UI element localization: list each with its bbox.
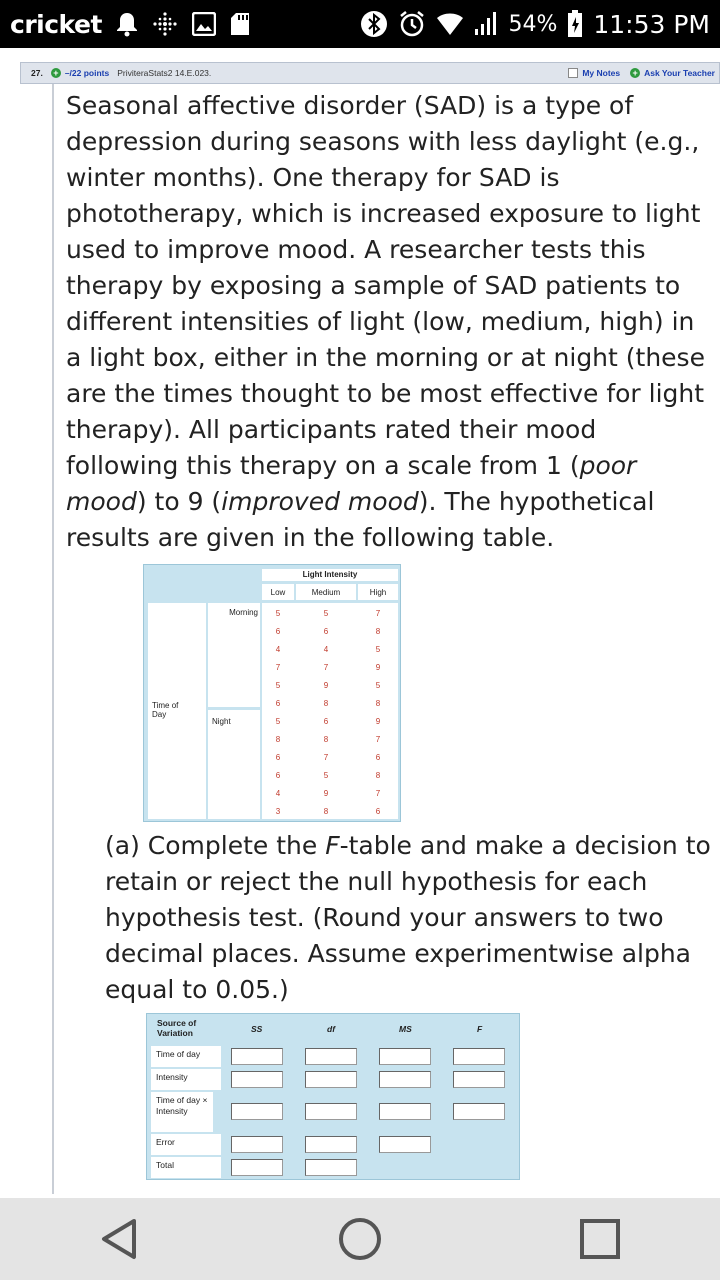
f-table [146,1013,520,1180]
score-cell: 6 [275,771,281,780]
score-cell: 6 [323,717,329,726]
score-cell: 9 [323,681,329,690]
score-cell: 8 [323,699,329,708]
notification-bell-icon [116,11,138,37]
df-time-of-day-input[interactable] [305,1048,357,1065]
question-number: 27. [31,68,43,78]
notes-icon [568,68,578,78]
score-cell: 5 [375,681,381,690]
status-bar [0,0,720,48]
score-cell: 6 [375,807,381,816]
wifi-icon [436,12,464,36]
score-cell: 5 [323,609,329,618]
score-cell: 8 [375,627,381,636]
ask-teacher-link[interactable]: + Ask Your Teacher [630,68,715,78]
score-cell: 7 [323,663,329,672]
score-cell: 4 [275,645,281,654]
sd-card-icon [230,12,250,36]
home-button[interactable] [320,1209,400,1269]
expand-icon[interactable]: + [51,68,61,78]
score-cell: 7 [323,753,329,762]
col-medium: Medium [311,588,341,597]
poor-mood-text: poor mood [66,451,637,516]
my-notes-link[interactable]: My Notes [568,68,620,78]
f-interaction-input[interactable] [453,1103,505,1120]
f-italic: F [325,831,340,860]
score-cell: 8 [323,807,329,816]
df-total-input[interactable] [305,1159,357,1176]
col-high: High [369,588,387,597]
score-cell: 5 [323,771,329,780]
recents-square-icon [578,1217,622,1261]
ask-plus-icon: + [630,68,640,78]
row-time-of-day: Time of day [151,1046,221,1067]
score-cell: 5 [275,681,281,690]
header-ms: MS [399,1024,412,1034]
score-cell: 5 [275,717,281,726]
question-source: PriviteraStats2 14.E.023. [117,68,212,78]
row-intensity: Intensity [151,1069,221,1090]
score-cell: 4 [275,789,281,798]
back-triangle-icon [98,1217,142,1261]
morning-label: Morning [229,608,258,617]
header-f: F [477,1024,483,1034]
navigation-bar [0,1198,720,1280]
score-cell: 4 [323,645,329,654]
header-ss: SS [251,1024,263,1034]
score-cell: 3 [275,807,281,816]
improved-mood-text: improved mood [221,487,419,516]
alarm-clock-icon [398,10,426,38]
data-table [143,564,401,822]
carrier-name: cricket [10,9,102,39]
df-intensity-input[interactable] [305,1071,357,1088]
score-cell: 6 [275,699,281,708]
score-cell: 9 [323,789,329,798]
score-cell: 9 [375,663,381,672]
ms-intensity-input[interactable] [379,1071,431,1088]
ss-total-input[interactable] [231,1159,283,1176]
score-cell: 5 [275,609,281,618]
row-interaction: Time of day × Intensity [151,1092,213,1132]
row-error: Error [151,1134,221,1155]
ss-time-of-day-input[interactable] [231,1048,283,1065]
f-time-of-day-input[interactable] [453,1048,505,1065]
score-cell: 6 [323,627,329,636]
df-interaction-input[interactable] [305,1103,357,1120]
score-cell: 8 [375,771,381,780]
factor-time-of-day: Time of Day [152,701,179,719]
score-cell: 8 [375,699,381,708]
ss-intensity-input[interactable] [231,1071,283,1088]
score-cell: 8 [323,735,329,744]
image-icon [192,12,216,36]
question-points: –/22 points [64,68,110,78]
battery-percent: 54% [508,11,558,37]
problem-statement: Seasonal affective disorder (SAD) is a type of depression during seasons with less daylight (e.g., winter months). One therapy for SAD is phototherapy, which is increased exposure to light used to improve mood. A researcher tests this therapy by exposing a sample of SAD patients to different intensities of light (low, medium, high) in a light box, either in the morning or at night (these are the times thought to be most effective for light therapy). All participants rated their mood following this therapy on a scale from 1 (poor mood) to 9 (improved mood). The hypothetical results are given in the following table. [66,91,705,552]
question-header [20,62,720,84]
ms-time-of-day-input[interactable] [379,1048,431,1065]
ms-error-input[interactable] [379,1136,431,1153]
left-divider [52,84,54,1194]
battery-charging-icon [567,10,583,38]
score-cell: 8 [275,735,281,744]
score-cell: 7 [275,663,281,672]
score-cell: 7 [375,789,381,798]
home-circle-icon [337,1216,383,1262]
part-a-instructions: (a) Complete the F-table and make a decision to retain or reject the null hypothesis for each hypothesis test. (Round your answers to two decimal places. Assume experimentwise alpha equal to 0.05.) [105,831,711,1004]
header-source: Source of Variation [157,1018,197,1038]
score-cell: 6 [275,627,281,636]
header-df: df [327,1024,336,1034]
f-intensity-input[interactable] [453,1071,505,1088]
ss-interaction-input[interactable] [231,1103,283,1120]
night-label: Night [212,717,231,726]
ms-interaction-input[interactable] [379,1103,431,1120]
light-intensity-header: Light Intensity [302,570,358,579]
signal-icon [474,11,498,37]
df-error-input[interactable] [305,1136,357,1153]
recents-button[interactable] [560,1209,640,1269]
clock: 11:53 PM [593,9,710,39]
score-cell: 9 [375,717,381,726]
score-cell: 5 [375,645,381,654]
bluetooth-icon [360,10,388,38]
col-low: Low [270,588,286,597]
ss-error-input[interactable] [231,1136,283,1153]
dots-grid-icon [152,11,178,37]
row-total: Total [151,1157,221,1178]
score-cell: 7 [375,609,381,618]
score-cell: 6 [275,753,281,762]
score-cell: 7 [375,735,381,744]
back-button[interactable] [80,1209,160,1269]
score-cell: 6 [375,753,381,762]
